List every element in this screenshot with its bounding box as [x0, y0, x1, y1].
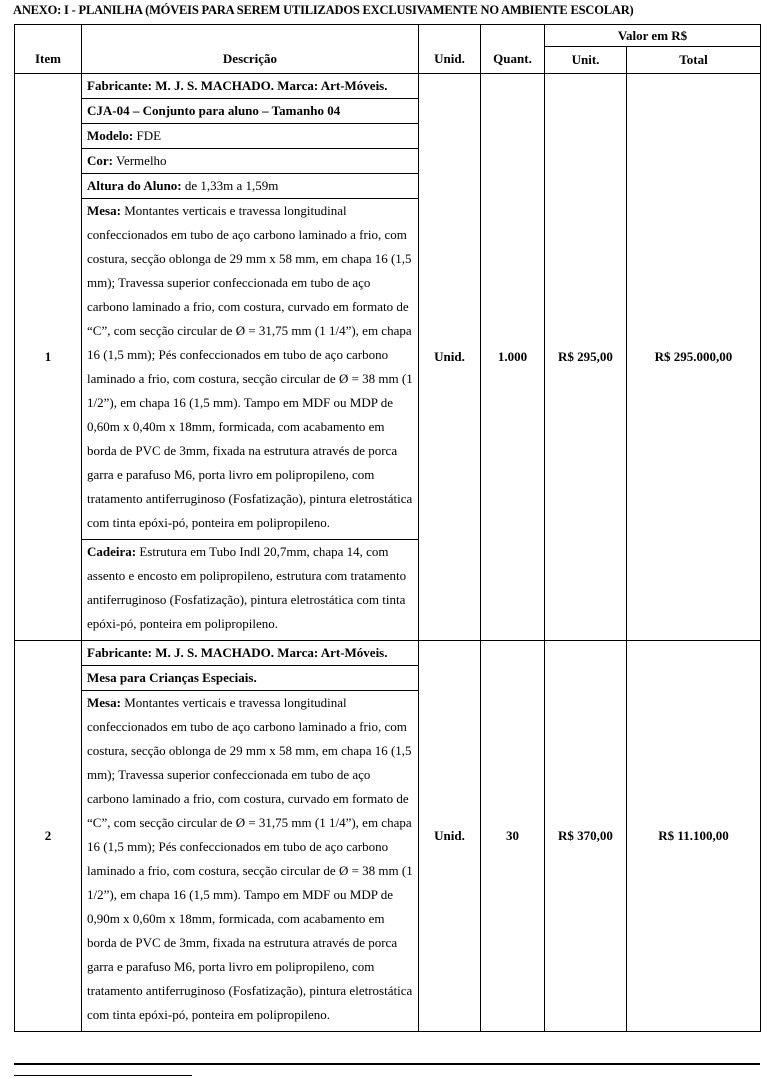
product-line: CJA-04 – Conjunto para aluno – Tamanho 04: [82, 99, 418, 124]
price-table: [14, 24, 761, 1032]
unit-price-cell: R$ 370,00: [545, 641, 627, 1032]
item-number: 2: [15, 641, 82, 1032]
manufacturer-line: Fabricante: M. J. S. MACHADO. Marca: Art-Móveis.: [82, 641, 418, 666]
total-price-cell: R$ 11.100,00: [627, 641, 761, 1032]
color-line: Cor: Vermelho: [82, 149, 418, 174]
chair-spec: Cadeira: Estrutura em Tubo Indl 20,7mm, chapa 14, com assento e encosto em polipropileno, estrutura com tratamento antiferruginoso (Fosfatização), pintura eletrostática com tinta epóxi-pó, ponteira em polipropileno.: [87, 544, 407, 631]
item-description: [82, 641, 419, 1032]
header-quant: Quant.: [481, 25, 545, 74]
document-title: ANEXO: I - PLANILHA (MÓVEIS PARA SEREM UTILIZADOS EXCLUSIVAMENTE NO AMBIENTE ESCOLAR): [13, 3, 634, 17]
bottom-divider: [14, 1063, 760, 1065]
header-item: Item: [15, 25, 82, 74]
header-total: Total: [627, 47, 761, 74]
model-line: Modelo: FDE: [82, 124, 418, 149]
item-number: 1: [15, 74, 82, 641]
unit-cell: Unid.: [419, 641, 481, 1032]
table-spec: Mesa: Montantes verticais e travessa longitudinal confeccionados em tubo de aço carbono laminado a frio, com costura, secção oblonga de 29 mm x 58 mm, em chapa 16 (1,5 mm); Travessa superior confeccionada em tubo de aço carbono laminado a frio, com costura, curvado em formato de “C”, com secção circular de Ø = 31,75 mm (1 1/4”), em chapa 16 (1,5 mm); Pés confeccionados em tubo de aço carbono laminado a frio, com costura, secção circular de Ø = 38 mm (1 1/2”), em chapa 16 (1,5 mm). Tampo em MDF ou MDP de 0,90m x 0,60m x 18mm, formicada, com acabamento em borda de PVC de 3mm, fixada na estrutura através de porca garra e parafuso M6, porta livro em polipropileno, com tratamento antiferruginoso (Fosfatização), pintura eletrostática com tinta epóxi-pó, ponteira em polipropileno.: [87, 695, 413, 1022]
item-description: [82, 74, 419, 641]
table-spec: Mesa: Montantes verticais e travessa longitudinal confeccionados em tubo de aço carbono laminado a frio, com costura, secção oblonga de 29 mm x 58 mm, em chapa 16 (1,5 mm); Travessa superior confeccionada em tubo de aço carbono laminado a frio, com costura, curvado em formato de “C”, com secção circular de Ø = 31,75 mm (1 1/4”), em chapa 16 (1,5 mm); Pés confeccionados em tubo de aço carbono laminado a frio, com costura, secção circular de Ø = 38 mm (1 1/2”), em chapa 16 (1,5 mm). Tampo em MDF ou MDP de 0,60m x 0,40m x 18mm, formicada, com acabamento em borda de PVC de 3mm, fixada na estrutura através de porca garra e parafuso M6, porta livro em polipropileno, com tratamento antiferruginoso (Fosfatização), pintura eletrostática com tinta epóxi-pó, ponteira em polipropileno.: [82, 199, 418, 540]
quantity-cell: 1.000: [481, 74, 545, 641]
height-line: Altura do Aluno: de 1,33m a 1,59m: [82, 174, 418, 199]
table-row: [15, 74, 761, 641]
manufacturer-line: Fabricante: M. J. S. MACHADO. Marca: Art-Móveis.: [82, 74, 418, 99]
total-price-cell: R$ 295.000,00: [627, 74, 761, 641]
table-row: [15, 641, 761, 1032]
unit-cell: Unid.: [419, 74, 481, 641]
unit-price-cell: R$ 295,00: [545, 74, 627, 641]
footnote-rule: [14, 1075, 192, 1076]
header-unit: Unit.: [545, 47, 627, 74]
header-valor: Valor em R$: [545, 25, 761, 47]
header-unid: Unid.: [419, 25, 481, 74]
quantity-cell: 30: [481, 641, 545, 1032]
header-descricao: Descrição: [82, 25, 419, 74]
product-line: Mesa para Crianças Especiais.: [82, 666, 418, 691]
